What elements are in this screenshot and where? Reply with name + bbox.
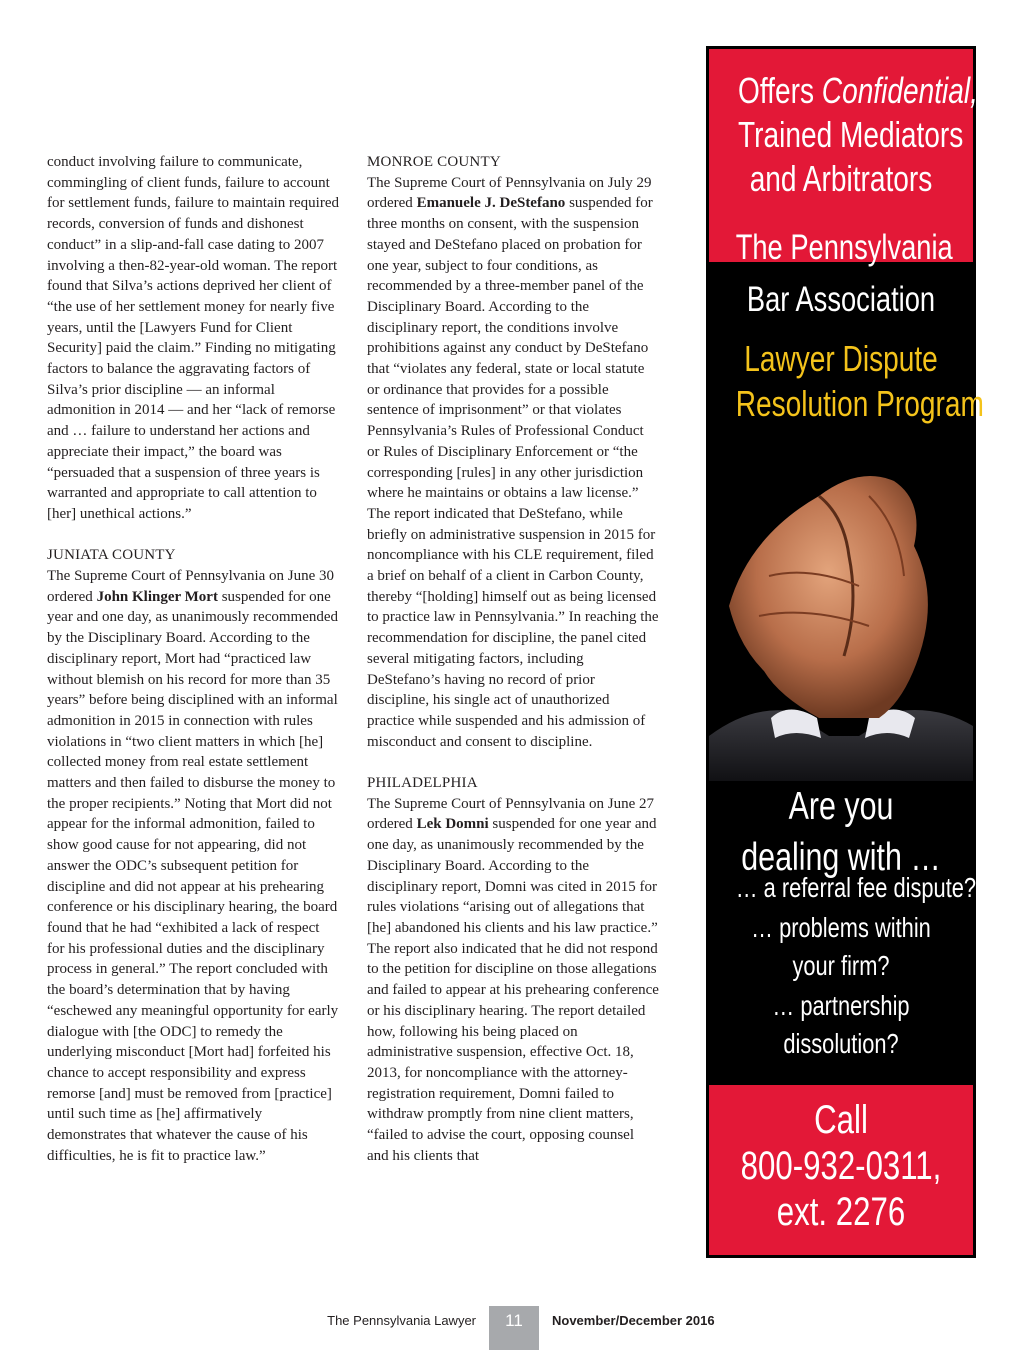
- ad-text: your firm?: [792, 950, 890, 981]
- clasped-hands-illustration: [709, 456, 973, 781]
- article-paragraph: conduct involving failure to communicate, commingling of client funds, failure to account for settlement funds, failure to maintain required records, conversion of funds and dishonest conduct” in a slip-and-fall case dating to 2007 involving a then-82-year-old woman. The report found that Silva’s actions deprived her client of “the use of her settlement money for nearly five years, until the [Lawyers Fund for Client Security] paid the claim.” Finding no mitigating factors to balance the aggravating factors of Silva’s prior discipline — an informal admonition in 2014 — and her “lack of remorse and … failure to understand her actions and appreciate their impact,” the board was “persuaded that a suspension of three years is warranted and appropriate to call attention to [her] unethical actions.”: [47, 154, 339, 522]
- ad-text: Trained Mediators: [738, 114, 964, 155]
- respondent-name: Emanuele J. DeStefano: [416, 195, 566, 212]
- ad-text: … partnership: [772, 990, 910, 1021]
- ad-text: Offers: [738, 70, 822, 111]
- ad-organization-name: [706, 222, 976, 326]
- paragraph-text: The Supreme Court of Pennsylvania on June 27 ordered: [367, 795, 655, 833]
- paragraph-text: The Supreme Court of Pennsylvania on July 29 ordered: [367, 174, 652, 212]
- footer-page-number: 11: [489, 1306, 539, 1350]
- footer-magazine-title: The Pennsylvania Lawyer: [327, 1313, 476, 1328]
- paragraph-text: The Supreme Court of Pennsylvania on June 30 ordered: [47, 568, 335, 605]
- ad-dispute-list: [706, 869, 976, 1065]
- ad-text: … problems within: [751, 912, 931, 943]
- footer-issue-date: November/December 2016: [552, 1313, 715, 1328]
- article-paragraph: [367, 173, 659, 753]
- article-paragraph: [367, 794, 659, 1167]
- section-heading-philadelphia: PHILADELPHIA: [367, 775, 478, 792]
- article-column-middle: [367, 152, 659, 1166]
- ad-text: … a referral fee dispute?: [735, 872, 977, 903]
- ad-list-item: [706, 987, 976, 1063]
- ad-text: and Arbitrators: [749, 158, 933, 199]
- ad-program-name: [706, 336, 984, 426]
- paragraph-text: suspended for one year and one day, as unanimously recommended by the Disciplinary Board. According to the disciplinary report, Mort had “practiced law without blemish on his record for more than 35 years” before being disciplined with an informal admonition in 2015 in connection with rules violations in “two client matters in which [he] collected money from real estate settlement matters and then failed to disburse the money to the proper recipients.” Noting that Mort did not appear for the informal admonition, failed to show good cause for not appearing, did not answer the ODC’s subsequent petition for discipline and did not appear at his prehearing conference or his disciplinary hearing, the board found that he had “exhibited a lack of respect for his professional duties and the disciplinary process in general.” The report concluded with the board’s determination that by having “eschewed any meaningful opportunity for early dialogue with [the ODC] to remedy the underlying misconduct [Mort had] forfeited his chance to accept responsibility and express remorse [and] must be removed from [practice] until such time as [he] affirmatively demonstrates that whatever the cause of his difficulties, he is fit to practice law.”: [47, 588, 339, 1164]
- article-column-left: [47, 152, 339, 1166]
- ad-list-item: [706, 869, 976, 907]
- ad-question: [706, 781, 976, 883]
- paragraph-text: suspended for three months on consent, with the suspension stayed and DeStefano placed on probation for one year, subject to four conditions, as recommended by a three-member panel of the Disciplinary Board. According to the disciplinary report, the conditions involve prohibitions against any conduct by DeStefano that “violates any federal, state or local statute or ordinance that provides for a possible sentence of imprisonment” or that violates Pennsylvania’s Rules of Professional Conduct or Rules of Disciplinary Enforcement or “the corresponding [rules] in any other jurisdiction where he maintains or obtains a law license.” The report indicated that DeStefano, while briefly on administrative suspension in 2015 for noncompliance with his CLE requirement, filed a brief on behalf of a client in Carbon County, thereby “[holding] himself out as being licensed to practice law in Pennsylvania.” In reaching the recommendation for discipline, the panel cited several mitigating factors, including DeStefano’s having no record of prior discipline, his single act of unauthorized practice while suspended and his admission of misconduct and consent to discipline.: [367, 195, 659, 750]
- ad-text: Call: [814, 1098, 868, 1142]
- ad-text: Lawyer Dispute: [744, 338, 938, 379]
- ad-text: dissolution?: [783, 1028, 899, 1059]
- article-paragraph: [47, 566, 339, 1166]
- respondent-name: John Klinger Mort: [96, 588, 218, 605]
- ad-text: dealing with …: [741, 836, 941, 879]
- ad-phone-number: 800-932-0311,: [740, 1144, 942, 1188]
- ad-offers-text: [709, 69, 978, 201]
- respondent-name: Lek Domni: [416, 816, 489, 833]
- ad-extension: ext. 2276: [776, 1190, 906, 1234]
- pba-advertisement: [706, 46, 984, 1258]
- ad-text: The Pennsylvania: [735, 228, 953, 267]
- page-footer: [0, 1306, 1024, 1350]
- ad-call-panel: [709, 1085, 973, 1255]
- ad-call-text: [709, 1097, 973, 1235]
- section-heading-monroe: MONROE COUNTY: [367, 154, 501, 170]
- ad-text-italic: Confidential,: [821, 70, 978, 111]
- ad-text: Bar Association: [746, 280, 936, 319]
- section-heading-juniata: JUNIATA COUNTY: [47, 547, 176, 564]
- ad-text: Resolution Program: [735, 383, 984, 424]
- ad-list-item: [706, 909, 976, 985]
- paragraph-text: suspended for one year and one day, as unanimously recommended by the Disciplinary Board. According to the disciplinary report, Domni was cited in 2015 for rules violations “arising out of allegations that [he] abandoned his clients and his law practice.” The report also indicated that he did not respond to the petition for discipline on those allegations and failed to appear at his prehearing conference or his disciplinary hearing. The report detailed how, following his being placed on administrative suspension, effective Oct. 18, 2013, for noncompliance with the attorney-registration requirement, Domni failed to withdraw promptly from nine client matters, “failed to advise the court, opposing counsel and his clients that: [367, 816, 659, 1164]
- ad-text: Are you: [788, 785, 894, 828]
